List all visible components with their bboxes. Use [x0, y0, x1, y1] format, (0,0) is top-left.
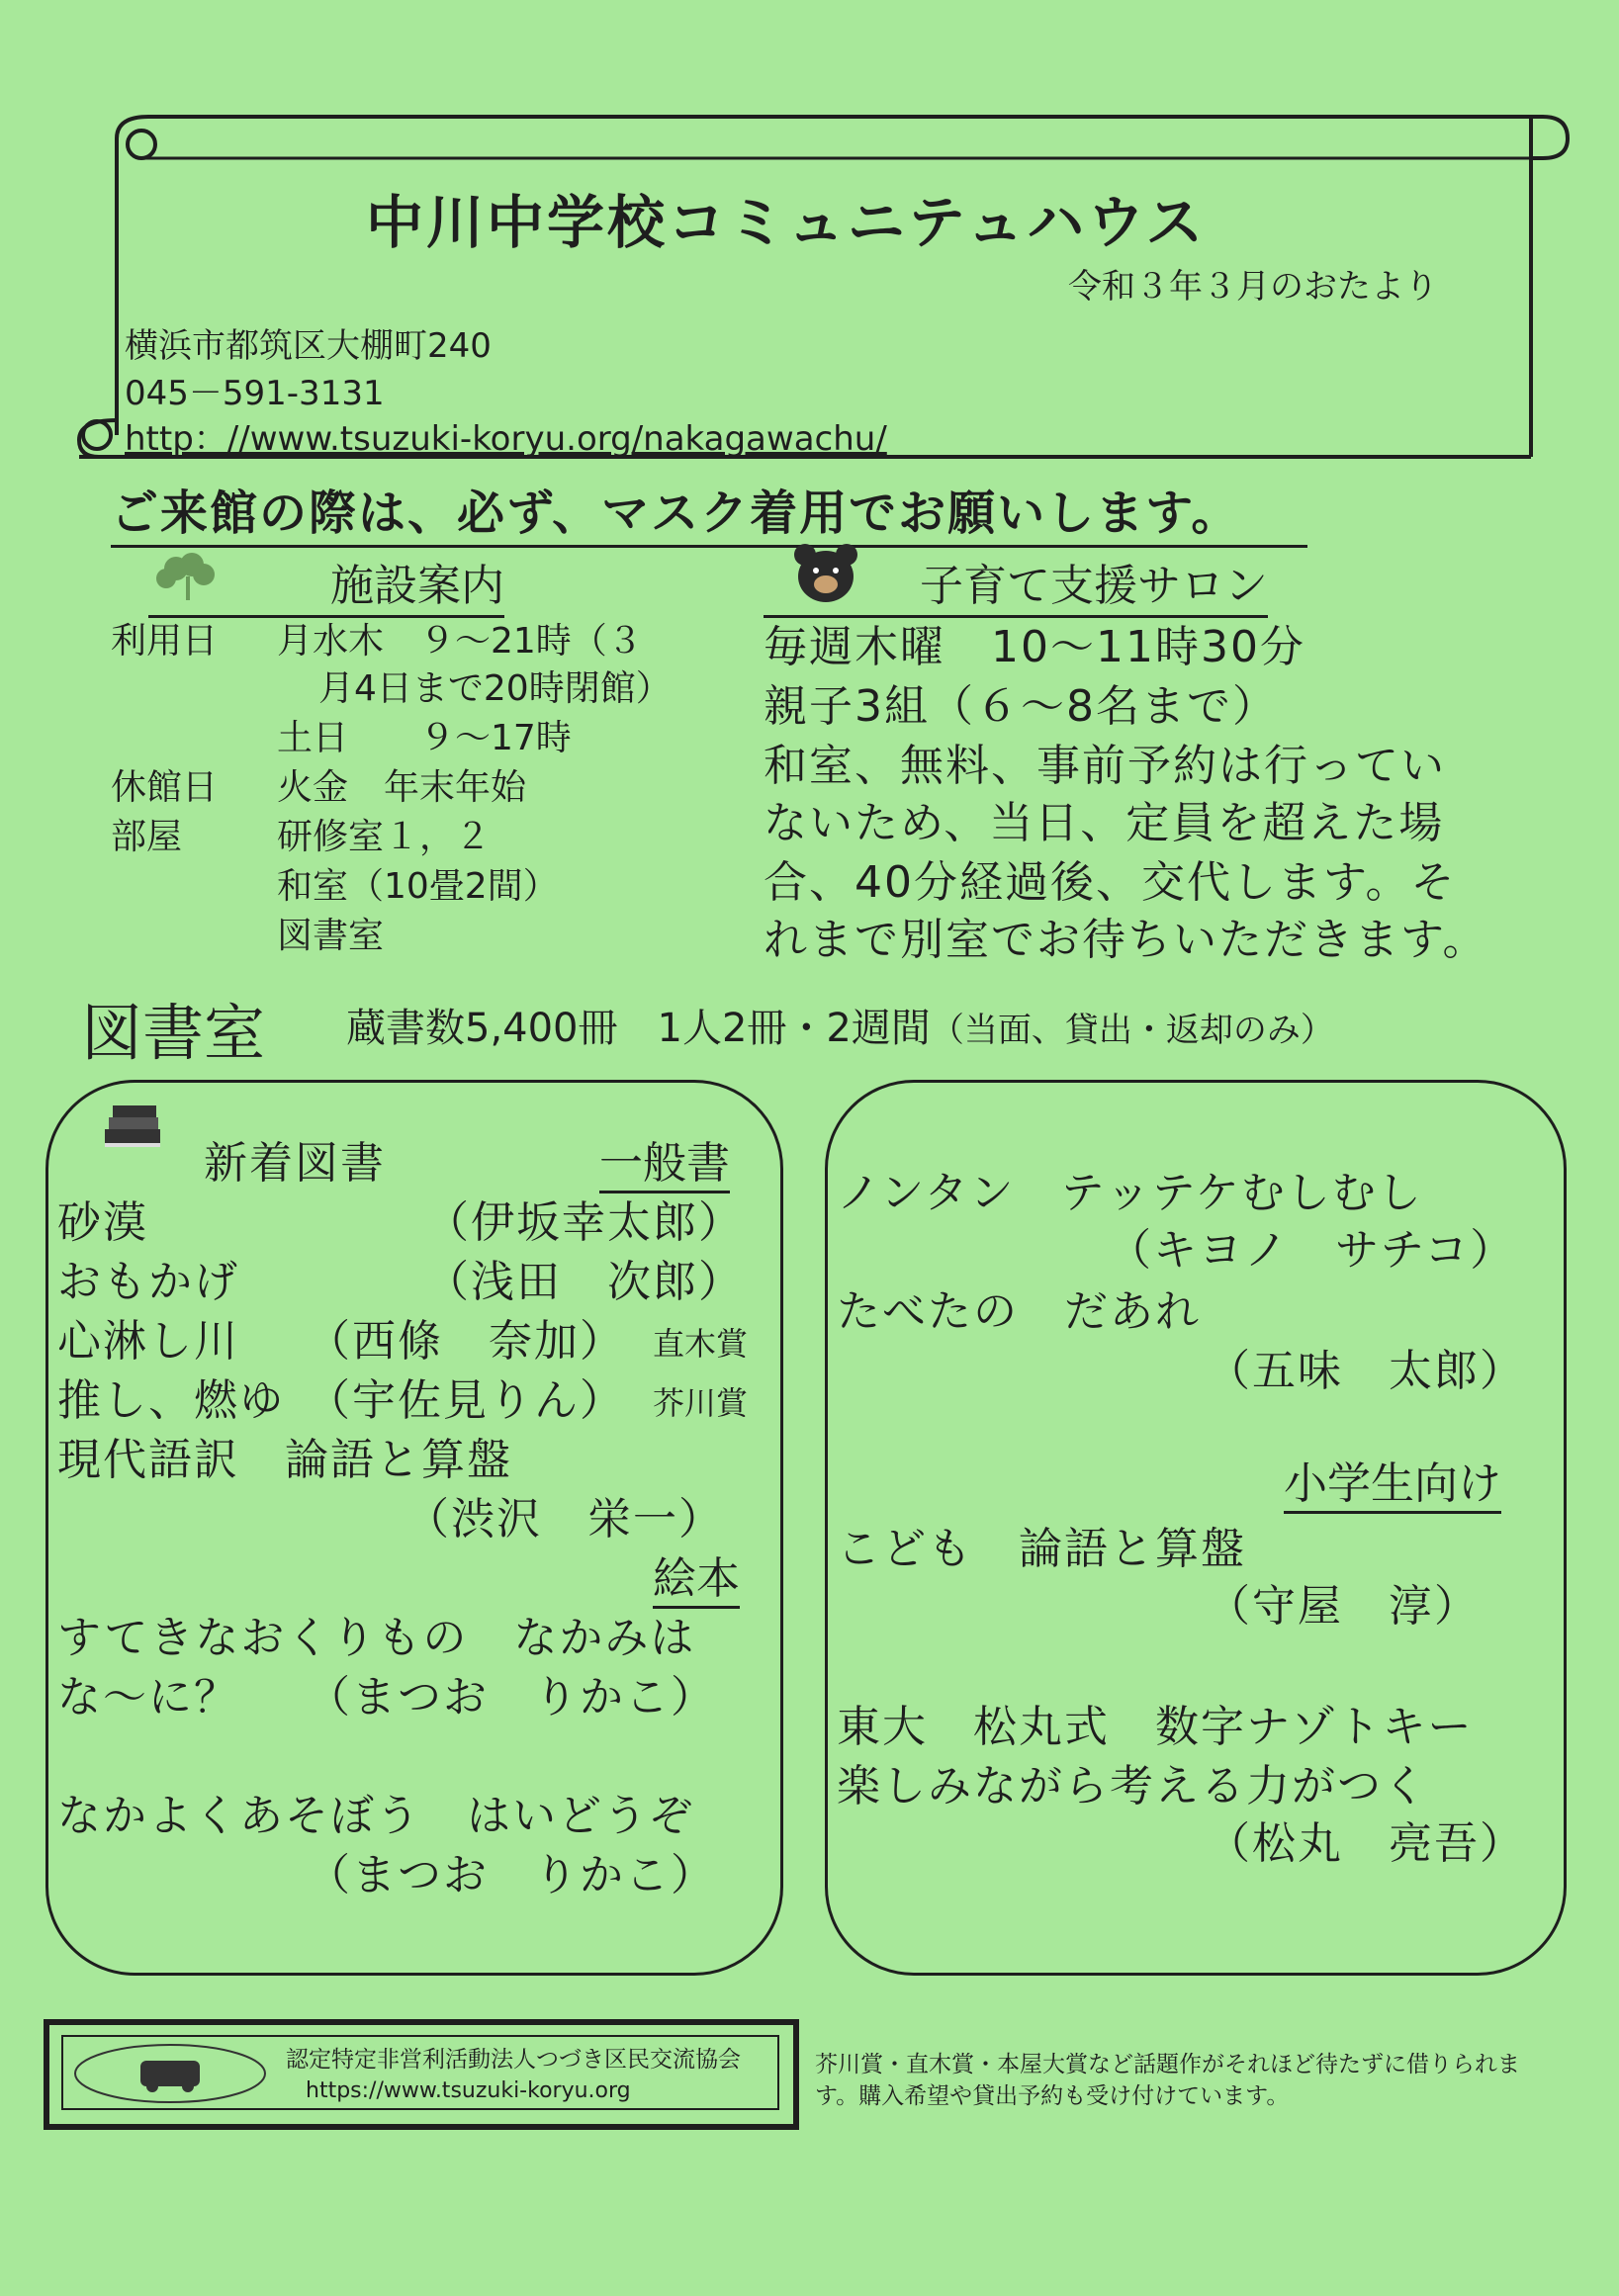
library-heading: 図書室 — [81, 997, 266, 1069]
book-author: （松丸 亮吾） — [1207, 1818, 1525, 1869]
facility-text: 火金 年末年始 — [277, 767, 527, 808]
salon-text: 合、40分経過後、交代します。そ — [764, 857, 1457, 908]
award-badge: 直木賞 — [653, 1325, 749, 1363]
book-author: （宇佐見りん） — [307, 1375, 625, 1426]
salon-text: 親子3組（６～8名まで） — [764, 681, 1278, 732]
new-books-heading: 新着図書 — [204, 1138, 386, 1189]
book-author: （まつお りかこ） — [307, 1672, 716, 1722]
book-title: なかよくあそぼう はいどうぞ — [57, 1791, 694, 1841]
elementary-books-label: 小学生向け — [1284, 1448, 1501, 1514]
footer-org-url[interactable]: https://www.tsuzuki-koryu.org — [306, 2078, 631, 2103]
book-author: （浅田 次郎） — [425, 1257, 744, 1307]
facility-text: 研修室１，２ — [277, 817, 492, 857]
book-title: 東大 松丸式 数字ナゾトキー — [837, 1702, 1474, 1752]
general-books-label: 一般書 — [599, 1127, 730, 1193]
book-author: （守屋 淳） — [1207, 1581, 1480, 1632]
mask-notice: ご来館の際は、必ず、マスク着用でお願いします。 — [111, 475, 1307, 548]
facility-text: 土日 ９～17時 — [277, 718, 572, 758]
footer-org-inner — [61, 2035, 779, 2110]
book-author: （キヨノ サチコ） — [1108, 1225, 1516, 1276]
book-title: 現代語訳 論語と算盤 — [57, 1435, 512, 1485]
award-badge: 芥川賞 — [653, 1384, 749, 1422]
footer-org-box — [44, 2019, 799, 2130]
footer-note: 芥川賞・直木賞・本屋大賞など話題作がそれほど待たずに借りられます。購入希望や貸出予約も受け付けています。 — [815, 2052, 1520, 2109]
facility-text: 月水木 ９～21時（３ — [277, 621, 643, 662]
book-title: 砂漠 — [57, 1197, 148, 1248]
facility-text: 月4日まで20時閉館） — [318, 668, 672, 709]
book-author: （まつお りかこ） — [307, 1850, 716, 1900]
book-title-cont: 楽しみながら考える力がつく — [837, 1761, 1428, 1811]
book-title: ノンタン テッテケむしむし — [837, 1168, 1423, 1218]
facility-label-closed-days: 休館日 — [111, 767, 219, 808]
page-title: 中川中学校コミュニテュハウス — [366, 189, 1207, 256]
book-title: 心淋し川 — [57, 1316, 239, 1367]
book-title: たべたの だあれ — [837, 1286, 1201, 1337]
book-author: （西條 奈加） — [307, 1316, 625, 1367]
library-info-note: （当面、貸出・返却のみ） — [930, 1011, 1334, 1050]
facility-label-open-days: 利用日 — [111, 621, 219, 662]
footer-org-name: 認定特定非営利活動法人つづき区民交流協会 — [286, 2047, 741, 2073]
facility-text: 図書室 — [277, 916, 385, 956]
facility-heading: 施設案内 — [148, 550, 504, 618]
facility-label-rooms: 部屋 — [111, 817, 183, 857]
website-link[interactable]: http：//www.tsuzuki-koryu.org/nakagawachu/ — [125, 419, 887, 459]
address: 横浜市都筑区大棚町240 — [125, 326, 492, 366]
phone: 045－591-3131 — [125, 374, 385, 413]
salon-text: 毎週木曜 10～11時30分 — [764, 622, 1305, 672]
salon-text: れまで別室でお待ちいただきます。 — [764, 915, 1488, 965]
library-info — [346, 997, 1334, 1053]
book-title-cont: な～に？ — [57, 1672, 239, 1722]
book-author: （五味 太郎） — [1207, 1346, 1525, 1396]
book-title: こども 論語と算盤 — [837, 1524, 1246, 1574]
book-author: （伊坂幸太郎） — [425, 1197, 744, 1248]
book-title: 推し、燃ゆ — [57, 1375, 285, 1426]
picture-books-label: 絵本 — [653, 1543, 740, 1609]
facility-text: 和室（10畳2間） — [277, 866, 559, 907]
salon-text: ないため、当日、定員を超えた場 — [764, 798, 1445, 848]
org-logo — [71, 2041, 269, 2106]
salon-heading: 子育て支援サロン — [764, 550, 1268, 618]
book-stack-icon — [99, 1096, 168, 1155]
library-info-main: 蔵書数5,400冊 1人2冊・2週間 — [346, 1006, 931, 1051]
book-author: （渋沢 栄一） — [405, 1494, 724, 1545]
salon-text: 和室、無料、事前予約は行ってい — [764, 741, 1446, 791]
book-title: すてきなおくりもの なかみは — [57, 1613, 696, 1663]
book-title: おもかげ — [57, 1257, 239, 1307]
issue-date: 令和３年３月のおたより — [1068, 267, 1438, 307]
